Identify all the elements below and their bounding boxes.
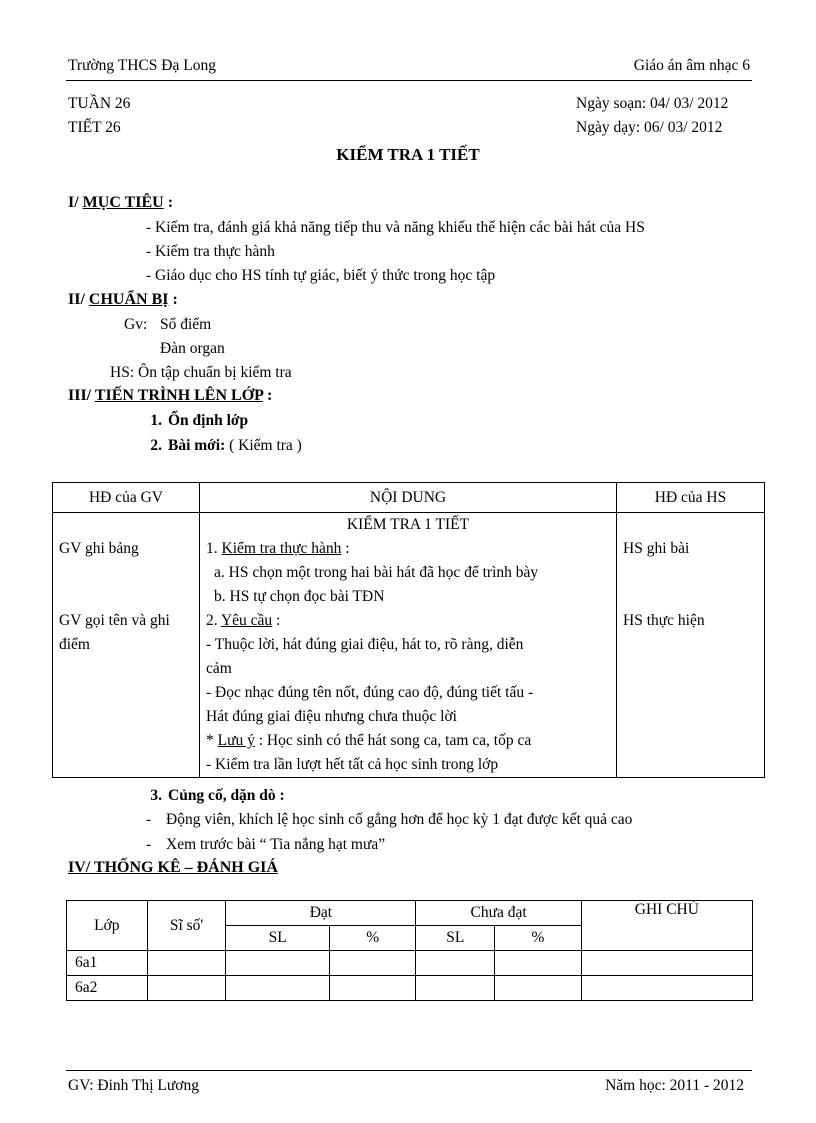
content-line: cảm bbox=[206, 660, 232, 677]
step3-item: - Động viên, khích lệ học sinh cố gắng hơn để học kỳ 1 đạt được kết quả cao bbox=[146, 811, 633, 828]
section1-item: - Giáo dục cho HS tính tự giác, biết ý thức trong học tập bbox=[146, 267, 496, 284]
col-fail: Chưa đạt bbox=[416, 901, 581, 926]
content-line: - Thuộc lời, hát đúng giai điệu, hát to, rõ ràng, diễn bbox=[206, 636, 524, 653]
section1-item: - Kiểm tra thực hành bbox=[146, 243, 275, 260]
section3-heading: III/ TIẾN TRÌNH LÊN LỚP : bbox=[68, 387, 273, 404]
section1-heading: I/ MỤC TIÊU : bbox=[68, 194, 174, 211]
class-name: 6a1 bbox=[67, 951, 148, 976]
header-hs: HĐ của HS bbox=[617, 483, 765, 513]
header-divider bbox=[66, 80, 752, 81]
date-prepared: Ngày soạn: 04/ 03/ 2012 bbox=[576, 95, 729, 112]
content-note: * Lưu ý : Học sinh có thể hát song ca, tam ca, tốp ca bbox=[206, 732, 532, 749]
teacher-name: GV: Đinh Thị Lương bbox=[68, 1077, 199, 1094]
gv-activity: GV gọi tên và ghi điểm bbox=[59, 612, 170, 653]
step-2: 2. Bài mới: ( Kiểm tra ) bbox=[150, 437, 302, 454]
col-pass-sl: SL bbox=[226, 926, 330, 951]
content-line: - Kiểm tra lần lượt hết tất cả học sinh trong lớp bbox=[206, 756, 499, 773]
col-fail-pct: % bbox=[495, 926, 582, 951]
col-pass-pct: % bbox=[329, 926, 416, 951]
section2-heading: II/ CHUẨN BỊ : bbox=[68, 291, 178, 308]
activity-table bbox=[52, 482, 765, 778]
hs-activity: HS ghi bài bbox=[623, 540, 690, 557]
page-title: KIỂM TRA 1 TIẾT bbox=[336, 145, 480, 164]
class-name: 6a2 bbox=[67, 976, 148, 1001]
header-content: NỘI DUNG bbox=[200, 483, 617, 513]
school-year: Năm học: 2011 - 2012 bbox=[605, 1077, 744, 1094]
period: TIẾT 26 bbox=[68, 119, 121, 136]
col-fail-sl: SL bbox=[416, 926, 495, 951]
step3-item: - Xem trước bài “ Tia nắng hạt mưa” bbox=[146, 836, 386, 853]
step-1: 1. Ổn định lớp bbox=[150, 412, 249, 429]
header-gv: HĐ của GV bbox=[53, 483, 200, 513]
footer-divider bbox=[66, 1070, 752, 1071]
table-row bbox=[67, 951, 753, 976]
gv-item: Đàn organ bbox=[160, 340, 225, 357]
content-cell bbox=[200, 513, 617, 778]
table-header-row bbox=[53, 483, 765, 513]
gv-label: Gv: bbox=[124, 316, 148, 333]
step-3: 3. Củng cố, dặn dò : bbox=[150, 787, 285, 804]
statistics-table bbox=[66, 900, 753, 1001]
col-pass: Đạt bbox=[226, 901, 416, 926]
content-item-1b: b. HS tự chọn đọc bài TĐN bbox=[214, 588, 385, 605]
hs-activity: HS thực hiện bbox=[623, 612, 705, 629]
gv-activity-cell bbox=[53, 513, 200, 778]
content-line: - Đọc nhạc đúng tên nốt, đúng cao độ, đúng tiết tấu - bbox=[206, 684, 534, 701]
gv-activity: GV ghi bảng bbox=[59, 540, 139, 557]
content-item-2: 2. Yêu cầu : bbox=[206, 612, 281, 629]
col-count: Sĩ số' bbox=[147, 901, 226, 951]
section1-item: - Kiểm tra, đánh giá khả năng tiếp thu và năng khiếu thể hiện các bài hát của HS bbox=[146, 219, 645, 236]
hs-activity-cell bbox=[617, 513, 765, 778]
table-row bbox=[67, 976, 753, 1001]
school-name: Trường THCS Đạ Long bbox=[68, 57, 216, 74]
content-item-1a: a. HS chọn một trong hai bài hát đã học để trình bày bbox=[214, 564, 539, 581]
content-line: Hát đúng giai điệu nhưng chưa thuộc lời bbox=[206, 708, 457, 725]
col-note: GHI CHÚ bbox=[581, 901, 752, 951]
table-header-row bbox=[67, 901, 753, 926]
subject-name: Giáo án âm nhạc 6 bbox=[633, 57, 750, 74]
col-class: Lớp bbox=[67, 901, 148, 951]
gv-item: Sổ điểm bbox=[160, 316, 212, 333]
section4-heading: IV/ THỐNG KÊ – ĐÁNH GIÁ bbox=[68, 859, 278, 876]
content-item-1: 1. Kiểm tra thực hành : bbox=[206, 540, 350, 557]
hs-preparation: HS: Ôn tập chuẩn bị kiểm tra bbox=[110, 364, 292, 381]
table-row bbox=[53, 513, 765, 778]
content-title: KIỂM TRA 1 TIẾT bbox=[346, 516, 470, 533]
week: TUẦN 26 bbox=[68, 95, 131, 112]
date-taught: Ngày dạy: 06/ 03/ 2012 bbox=[576, 119, 723, 136]
